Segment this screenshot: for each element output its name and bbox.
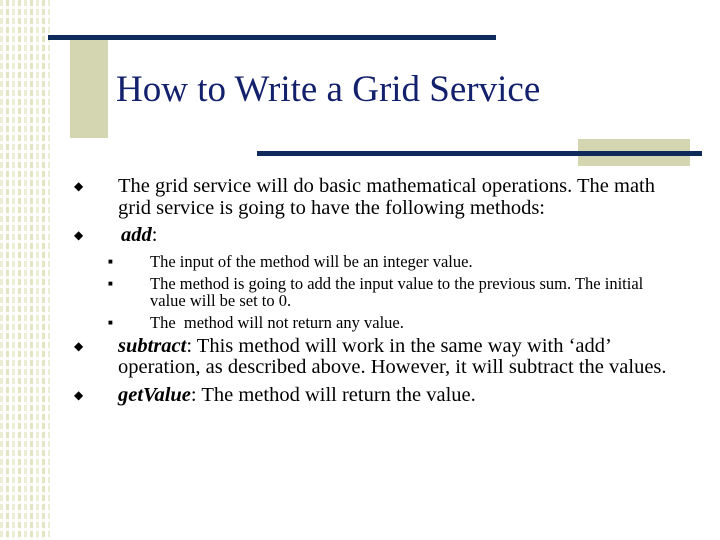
method-name: subtract — [118, 334, 187, 357]
bullet-text: : The method will return the value. — [190, 383, 476, 406]
list-item — [70, 253, 680, 270]
list-item — [70, 225, 680, 247]
method-name: getValue — [118, 383, 191, 406]
list-item — [70, 336, 680, 379]
diamond-bullet-icon: ◆ — [74, 228, 84, 242]
bullet-text: The grid service will do basic mathematical operations. The math grid service is going to have the following methods: — [118, 175, 656, 219]
list-item — [70, 275, 680, 309]
bullet-text: The method will not return any value. — [150, 312, 404, 332]
square-bullet-icon: ■ — [108, 256, 113, 266]
list-item — [70, 314, 680, 331]
square-bullet-icon: ■ — [108, 317, 113, 327]
bullet-text: The input of the method will be an integer value. — [150, 251, 473, 271]
bullet-text: : — [151, 224, 158, 246]
diamond-bullet-icon: ◆ — [74, 338, 84, 353]
bullet-text: : This method will work in the same way with ‘add’ operation, as described above. However, it will subtract the values. — [118, 334, 667, 378]
square-bullet-icon: ■ — [108, 278, 113, 288]
list-item — [70, 176, 680, 219]
title-top-rule — [48, 35, 496, 40]
bullet-text: The method is going to add the input value to the previous sum. The initial value will be set to 0. — [150, 273, 644, 310]
title-bottom-rule — [257, 151, 702, 156]
diamond-bullet-icon: ◆ — [74, 387, 84, 402]
diamond-bullet-icon: ◆ — [74, 179, 84, 193]
checkered-side-strip — [0, 0, 50, 540]
bullet-list — [70, 176, 680, 412]
list-item — [70, 385, 680, 407]
method-name: add — [121, 224, 152, 246]
page-title: How to Write a Grid Service — [116, 69, 541, 110]
title-accent-block-left — [70, 38, 108, 138]
